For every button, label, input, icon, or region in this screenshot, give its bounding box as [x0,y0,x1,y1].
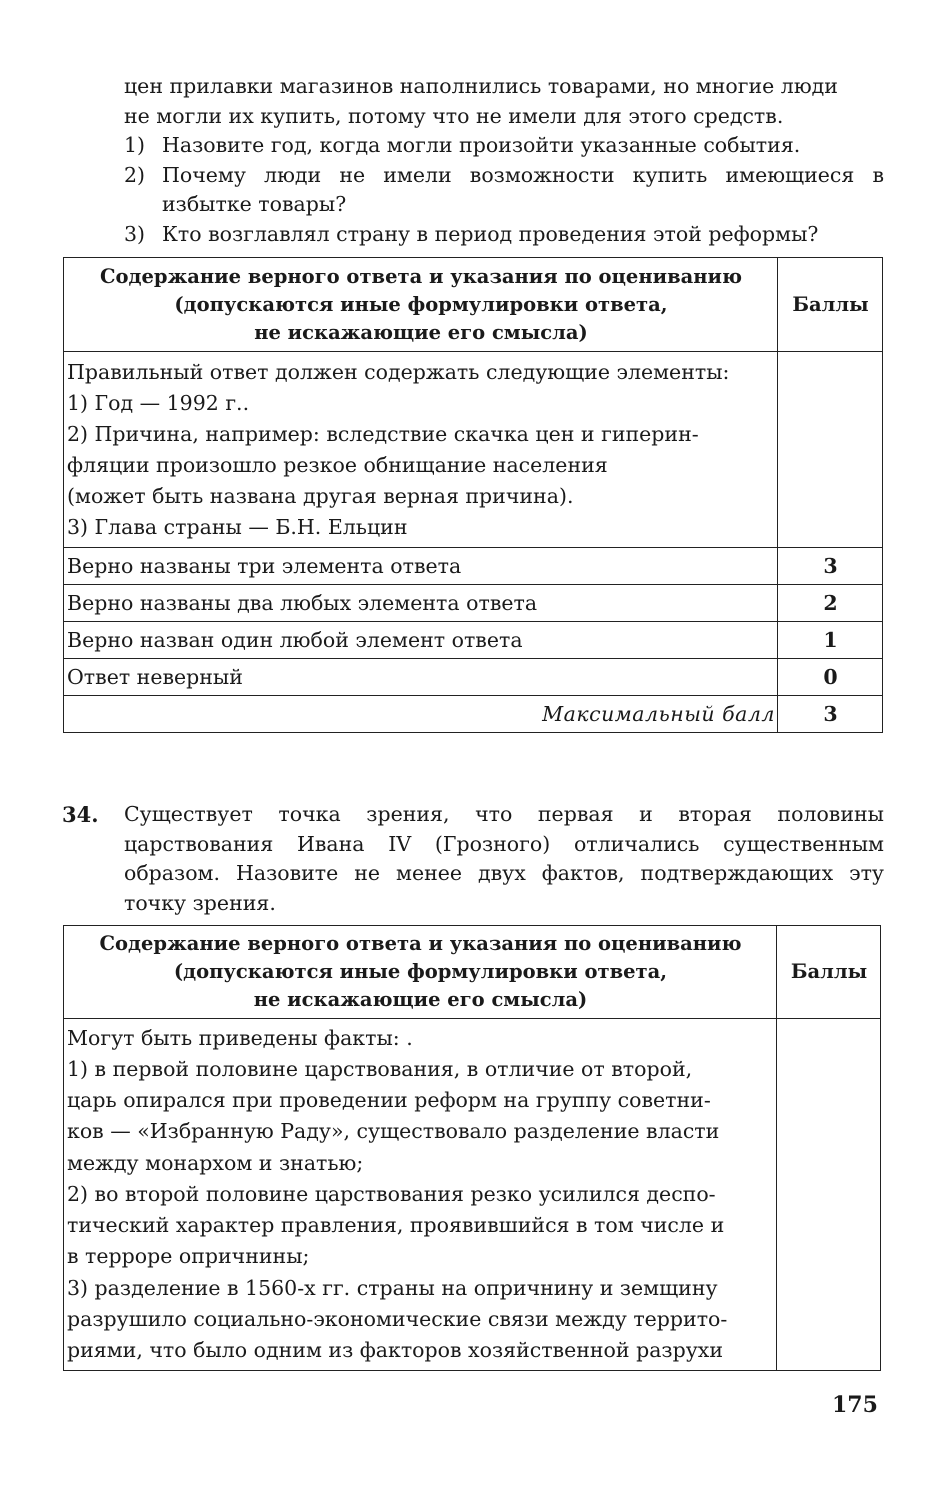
table-row [64,548,883,585]
grading-table-34 [63,925,881,1371]
answer-line: 3) разделение в 1560-х гг. страны на опричнину и земщину [67,1275,718,1300]
grading-table-33 [63,257,883,733]
header-line: (допускаются иные формулировки ответа, [174,292,668,316]
intro-line: не могли их купить, потому что не имели для этого средств. [124,103,784,128]
intro-line: цен прилавки магазинов наполнились товарами, но многие люди [124,74,838,98]
page-number: 175 [832,1392,878,1418]
task-text: Существует точка зрения, что первая и вторая половины царствования Ивана IV (Грозного) отличались существенным образом. Назовите не менее двух фактов, подтверждающих эту точку зрения. [124,802,884,915]
header-line: (допускаются иные формулировки ответа, [173,960,668,983]
criterion-label: Ответ неверный [64,659,778,696]
question-item [124,161,884,220]
table-header-points: Баллы [778,258,883,352]
max-score-label: Максимальный балл [64,696,778,733]
answer-line: Правильный ответ должен содержать следующие элементы: [67,359,730,384]
question-number: 3) [124,221,146,246]
criterion-points: 0 [778,659,883,696]
question-number: 1) [124,133,146,157]
table-row [64,585,883,622]
answer-line: 3) Глава страны — Б.Н. Ельцин [67,514,408,539]
question-list [124,131,884,249]
question-number: 2) [124,162,146,187]
answer-line: в терроре опричнины; [67,1244,310,1269]
answer-points-cell [777,1019,881,1371]
answer-line: риями, что было одним из факторов хозяйственной разрухи [67,1337,724,1362]
answer-line: 2) во второй половине царствования резко усилился деспо- [67,1181,716,1206]
answer-line: Могут быть приведены факты: . [67,1025,413,1050]
answer-line: 1) Год — 1992 г.. [67,390,250,415]
table-row [64,622,883,659]
max-score-points: 3 [778,696,883,733]
criterion-label: Верно назван один любой элемент ответа [64,622,778,659]
answer-content-cell [64,352,778,548]
header-line: Содержание верного ответа и указания по оцениванию [100,264,742,288]
answer-line: (может быть названа другая верная причина). [67,483,574,508]
criterion-label: Верно названы три элемента ответа [64,548,778,585]
criterion-points: 1 [778,622,883,659]
answer-content-cell [64,1019,777,1371]
answer-line: между монархом и знатью; [67,1150,364,1175]
header-line: не искажающие его смысла) [254,320,588,344]
question-item [124,220,884,250]
table-row [64,659,883,696]
table-header-content [64,926,777,1019]
criterion-label: Верно названы два любых элемента ответа [64,585,778,622]
table-header-content [64,258,778,352]
max-score-row [64,696,883,733]
answer-line: тический характер правления, проявившийся в том числе и [67,1213,725,1238]
header-line: не искажающие его смысла) [253,988,588,1011]
question-text: Назовите год, когда могли произойти указанные события. [162,133,801,157]
task-number: 34. [62,802,99,827]
criterion-points: 2 [778,585,883,622]
question-text: Кто возглавлял страну в период проведения этой реформы? [162,221,819,246]
table-header-points: Баллы [777,926,881,1019]
question-item [124,131,884,161]
answer-line: царь опирался при проведении реформ на группу советни- [67,1088,711,1113]
answer-points-cell [778,352,883,548]
header-line: Содержание верного ответа и указания по оцениванию [99,932,742,955]
question-text: Почему люди не имели возможности купить имеющиеся в избытке товары? [162,162,884,216]
answer-line: фляции произошло резкое обнищание населения [67,452,608,477]
answer-line: ков — «Избранную Раду», существовало разделение власти [67,1119,720,1144]
intro-paragraph [124,72,884,131]
answer-line: 2) Причина, например: вследствие скачка цен и гиперин- [67,421,699,446]
criterion-points: 3 [778,548,883,585]
answer-line: 1) в первой половине царствования, в отличие от второй, [67,1057,693,1082]
answer-line: разрушило социально-экономические связи между террито- [67,1306,728,1331]
